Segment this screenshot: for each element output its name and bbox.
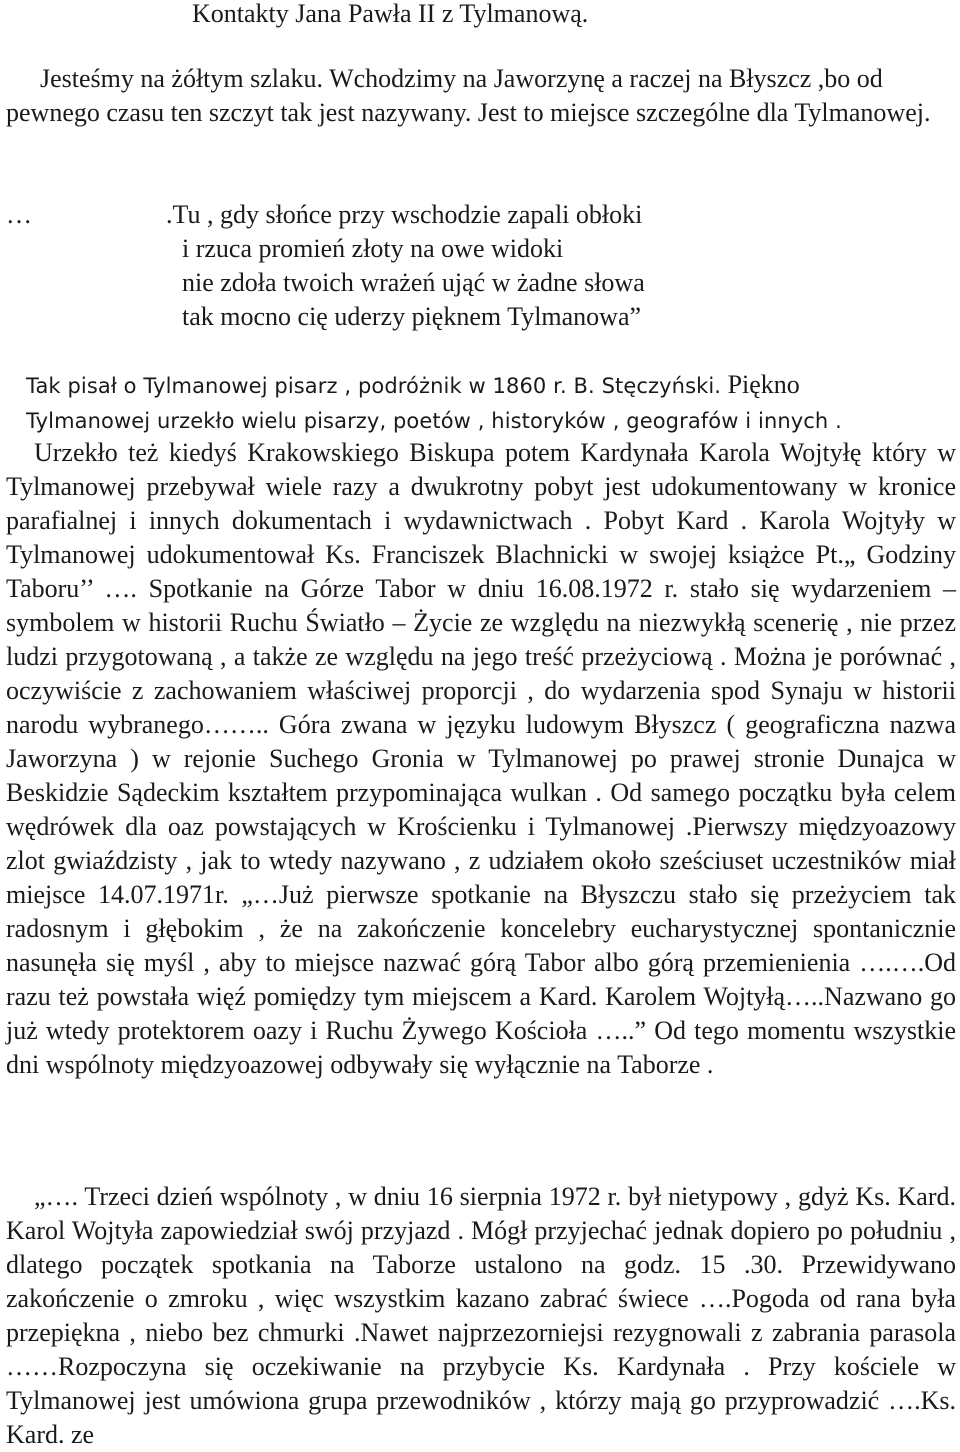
main-paragraph: Urzekło też kiedyś Krakowskiego Biskupa potem Kardynała Karola Wojtyłę który w Tylmanowej przebywał wiele razy a dwukrotny pobyt jest udokumentowany w kronice parafialnej i innych dokumentach i wydawnictwach . Pobyt Kard . Karola Wojtyły w Tylmanowej udokumentował Ks. Franciszek Blachnicki w swojej książce Pt.„ Godziny Taboru’’ …. Spotkanie na Górze Tabor w dniu 16.08.1972 r. stało się wydarzeniem – symbolem w historii Ruchu Światło – Życie ze względu na niezwykłą scenerię , nie przez ludzi przygotowaną , a także ze względu na jego treść przeżyciową . Można je porównać , oczywiście z zachowaniem właściwej proporcji , do wydarzenia spod Synaju w historii narodu wybranego…….. Góra zwana w języku ludowym Błyszcz ( geograficzna nazwa Jaworzyna ) w rejonie Suchego Gronia w Tylmanowej po prawej stronie Dunajca w Beskidzie Sądeckim kształtem przypominająca wulkan . Od samego początku była celem wędrówek dla oaz powstających w Krościenku i Tylmanowej .Pierwszy międzyoazowy zlot gwiaździsty , jak to wtedy nazywano , z udziałem około sześciuset uczestników miał miejsce 14.07.1971r. „…Już pierwsze spotkanie na Błyszczu stało się przeżyciem tak radosnym i głębokim , że na zakończenie koncelebry eucharystycznej spontanicznie nasunęła się myśl , aby to miejsce nazwać górą Tabor albo górą przemienienia ….….Od razu też powstała więź pomiędzy tym miejscem a Kard. Karolem Wojtyłą…..Nazwano go już wtedy protektorem oazy i Ruchu Żywego Kościoła …..” Od tego momentu wszystkie dni wspólnoty międzyoazowej odbywały się wyłącznie na Taborze . [6,438,956,1079]
author-attribution [26,368,960,438]
attribution-sans-1: Tak pisał o Tylmanowej pisarz , podróżnik w 1860 r. B. Stęczyński. [26,374,722,398]
attribution-sans-2: Tylmanowej urzekło wielu pisarzy, poetów , historyków , geografów i innych . [26,409,842,433]
poem-line-3: nie zdoła twoich wrażeń ująć w żadne słowa [182,268,645,297]
poem-line-1 [6,198,956,232]
intro-paragraph: Jesteśmy na żółtym szlaku. Wchodzimy na Jaworzynę a raczej na Błyszcz ,bo od pewnego czasu ten szczyt tak jest nazywany. Jest to miejsce szczególne dla Tylmanowej. [6,64,931,127]
poem-line-1-text: .Tu , gdy słońce przy wschodzie zapali obłoki [166,200,643,229]
attribution-serif: Piękno [721,370,800,399]
poem-quote [6,198,956,334]
second-paragraph: „…. Trzeci dzień wspólnoty , w dniu 16 sierpnia 1972 r. był nietypowy , gdyż Ks. Kard. Karol Wojtyła zapowiedział swój przyjazd . Mógł przyjechać jednak dopiero po południu , dlatego początek spotkania na Taborze ustalono na godz. 15 .30. Przewidywano zakończenie o zmroku , więc wszystkim kazano zabrać świece ….Pogoda od rana była przepiękna , niebo bez chmurki .Nawet najprzezorniejsi rezygnowali z zabrania parasola ……Rozpoczyna się oczekiwanie na przybycie Ks. Kardynała . Przy kościele w Tylmanowej jest umówiona grupa przewodników , którzy mają go przyprowadzić ….Ks. Kard. ze [6,1182,956,1449]
poem-line-4: tak mocno cię uderzy pięknem Tylmanowa” [182,302,642,331]
poem-ellipsis: … [6,200,32,229]
document-title: Kontakty Jana Pawła II z Tylmanową. [192,0,589,28]
poem-line-2: i rzuca promień złoty na owe widoki [182,234,564,263]
